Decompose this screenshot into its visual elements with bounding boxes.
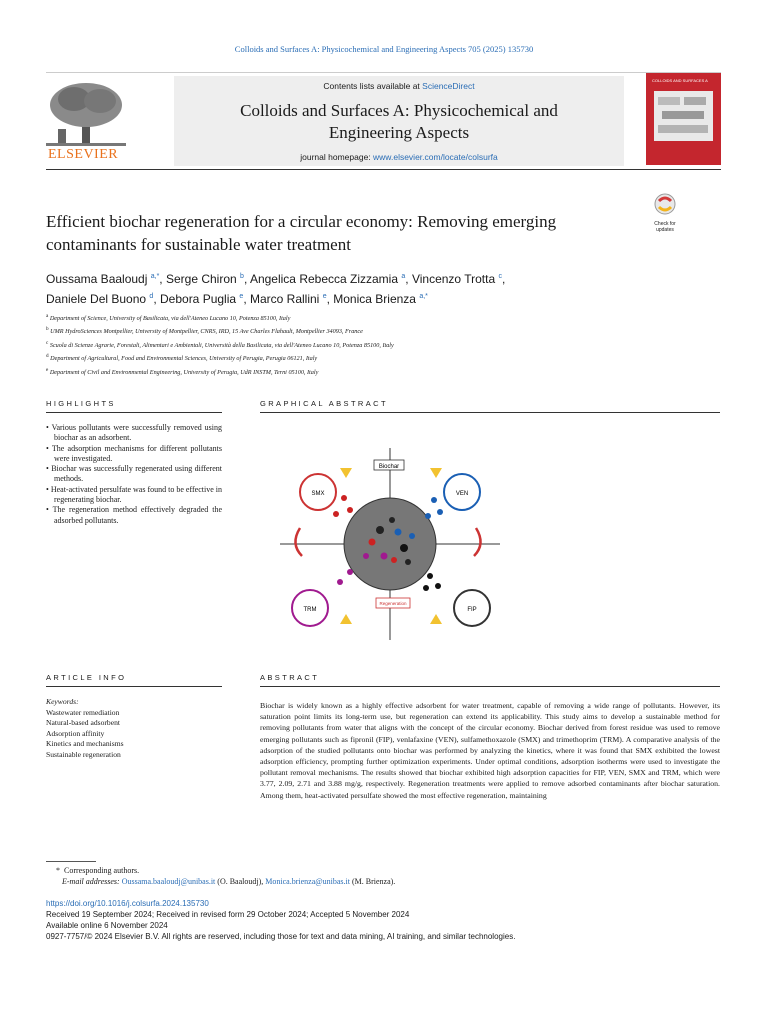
affiliation: $^b$ UMR HydroSciences Montpellier, University of Montpellier, CNRS, IRD, 15 Ave Charles Flahault, Montpellier 34093, France	[46, 326, 363, 336]
article-info-heading: ARTICLE INFO	[46, 673, 127, 682]
article-info-divider	[46, 686, 222, 687]
online-date: Available online 6 November 2024	[46, 921, 168, 930]
author[interactable]: Vincenzo Trotta $^c$	[411, 272, 502, 286]
homepage-prefix: journal homepage:	[300, 152, 374, 162]
email-note: E-mail addresses: Oussama.baaloudj@unibas.it (O. Baaloudj), Monica.brienza@unibas.it (M. Brienza).	[62, 877, 396, 886]
doi-link[interactable]: https://doi.org/10.1016/j.colsurfa.2024.135730	[46, 899, 209, 908]
journal-title	[174, 100, 624, 144]
homepage-link[interactable]: www.elsevier.com/locate/colsurfa	[373, 152, 498, 162]
abstract-divider	[260, 686, 720, 687]
affiliation: $^a$ Department of Science, University of Basilicata, via dell'Ateneo Lucano 10, Potenza 85100, Italy	[46, 313, 291, 323]
keywords-label: Keywords:	[46, 697, 79, 706]
keyword-item: Adsorption affinity	[46, 728, 105, 738]
author[interactable]: Monica Brienza $^{a,*}$	[333, 292, 428, 306]
highlight-item: • The adsorption mechanisms for different pollutants were investigated.	[46, 443, 222, 463]
journal-title-line1: Colloids and Surfaces A: Physicochemical and	[240, 101, 558, 120]
affiliation: $^d$ Department of Agricultural, Food and Environmental Sciences, University of Perugia, Perugia 06121, Italy	[46, 353, 318, 363]
ga-label-biochar: Biochar	[378, 464, 400, 470]
journal-info-band	[174, 76, 624, 166]
graphical-abstract-divider	[260, 412, 720, 413]
graphical-abstract-heading: GRAPHICAL ABSTRACT	[260, 399, 388, 408]
corresponding-note: * Corresponding authors.	[56, 866, 140, 875]
sciencedirect-link[interactable]: ScienceDirect	[422, 81, 475, 91]
author[interactable]: Marco Rallini $^e$	[249, 292, 327, 306]
cover-graphic-icon	[654, 91, 713, 141]
keyword-item: Natural-based adsorbent	[46, 718, 121, 727]
elsevier-tree-icon	[46, 79, 126, 149]
journal-masthead	[46, 72, 721, 170]
contents-prefix: Contents lists available at	[323, 81, 423, 91]
email-link[interactable]: Monica.brienza@unibas.it	[265, 877, 350, 886]
elsevier-wordmark: ELSEVIER	[48, 147, 119, 162]
author[interactable]: Daniele Del Buono $^d$	[46, 292, 154, 306]
journal-cover-image[interactable]	[646, 73, 721, 165]
contents-line	[174, 81, 624, 91]
ga-label-ven: VEN	[455, 491, 469, 497]
journal-citation[interactable]: Colloids and Surfaces A: Physicochemical and Engineering Aspects 705 (2025) 135730	[234, 44, 534, 54]
ga-label-regeneration: Regeneration	[379, 601, 407, 606]
keyword-item: Kinetics and mechanisms	[46, 739, 124, 748]
article-title: Efficient biochar regeneration for a circular economy: Removing emerging contaminants for sustainable water treatment	[46, 212, 557, 254]
publication-info	[46, 898, 726, 942]
cover-graphic	[654, 91, 713, 141]
graphical-abstract-figure[interactable]	[280, 448, 500, 640]
author[interactable]: Debora Puglia $^e$	[160, 292, 244, 306]
affiliations	[46, 311, 726, 378]
elsevier-logo[interactable]	[46, 79, 126, 165]
footnote-divider	[46, 861, 96, 862]
author[interactable]: Angelica Rebecca Zizzamia $^a$	[249, 272, 406, 286]
check-updates-icon	[654, 193, 676, 215]
journal-title-line2: Engineering Aspects	[328, 123, 470, 142]
ga-label-trm: TRM	[303, 607, 317, 613]
keywords-block	[46, 697, 222, 760]
highlight-item: • Biochar was successfully regenerated using different methods.	[46, 464, 222, 484]
affiliation: $^c$ Scuola di Scienze Agrarie, Forestali, Alimentari e Ambientali, Università della Basilicata, via dell'Ateneo Lucano 10, Potenza 85100, Italy	[46, 339, 394, 349]
abstract-text: Biochar is widely known as a highly effective adsorbent for water treatment, capable of removing a wide range of pollutants. However, its saturation point limits its long-term use, but regeneration can extend its applicability. This study aims to develop a sustainable method for removing pollutants from water that aligns with the concept of the circular economy. Biochar derived from forest residue was used to remove emerging pollutants such as fipronil (FIP), venlafaxine (VEN), sulfamethoxazole (SMX) and trimethoprim (TRM). A comparative analysis of the adsorption of the studied pollutants onto biochar was performed by analyzing the kinetics, where it was found that SMX exhibited the lowest adsorption efficiency, prompting further optimization experiments. Under optimal conditions, adsorption isotherms were used to investigate the pollutant removal mechanisms. The results showed that biochar exhibited high adsorption capacities for FIP, VEN, SMX and TRM, which were 3.77, 2.09, 2.71 and 3.88 mg/g, respectively. Regeneration treatments were applied to remove adsorbed contaminants after biochar saturation. Among them, heat-activated persulfate showed the most effective regeneration, maintaining	[260, 701, 720, 800]
highlights-divider	[46, 412, 222, 413]
author-list: Oussama Baaloudj $^{a,*}$, Serge Chiron $^b$, Angelica Rebecca Zizzamia $^a$, Vincenzo Trotta $^c$, Daniele Del Buono $^d$, Debora Puglia $^e$, Marco Rallini $^e$, Monica Brienza $^{a,*}$	[46, 272, 506, 306]
cover-title: COLLOIDS AND SURFACES A	[652, 78, 708, 83]
journal-homepage	[174, 152, 624, 162]
highlight-item: • Various pollutants were successfully removed using biochar as an adsorbent.	[46, 423, 223, 443]
keyword-item: Wastewater remediation	[46, 707, 120, 717]
check-updates-label: Check for updates	[654, 221, 676, 233]
footnotes	[56, 865, 716, 887]
graphical-abstract-svg	[280, 448, 500, 640]
received-dates: Received 19 September 2024; Received in revised form 29 October 2024; Accepted 5 November 2024	[46, 910, 410, 919]
author[interactable]: Serge Chiron $^b$	[165, 272, 244, 286]
check-for-updates-button[interactable]	[648, 193, 682, 233]
ga-label-fip: FIP	[467, 607, 477, 613]
highlight-item: • The regeneration method effectively degraded the adsorbed pollutants.	[46, 505, 222, 525]
keyword-item: Sustainable regeneration	[46, 749, 121, 759]
copyright: 0927-7757/© 2024 Elsevier B.V. All rights are reserved, including those for text and data mining, AI training, and similar technologies.	[46, 932, 516, 941]
email-link[interactable]: Oussama.baaloudj@unibas.it	[121, 877, 216, 886]
highlights-list	[46, 423, 222, 526]
highlights-heading: HIGHLIGHTS	[46, 399, 116, 408]
ga-label-smx: SMX	[311, 491, 325, 497]
affiliation: $^e$ Department of Civil and Environmental Engineering, University of Perugia, UdR INSTM, Terni 05100, Italy	[46, 366, 319, 376]
abstract-heading: ABSTRACT	[260, 673, 320, 682]
highlight-item: • Heat-activated persulfate was found to be effective in regenerating biochar.	[46, 484, 222, 505]
author[interactable]: Oussama Baaloudj $^{a,*}$	[46, 272, 160, 286]
